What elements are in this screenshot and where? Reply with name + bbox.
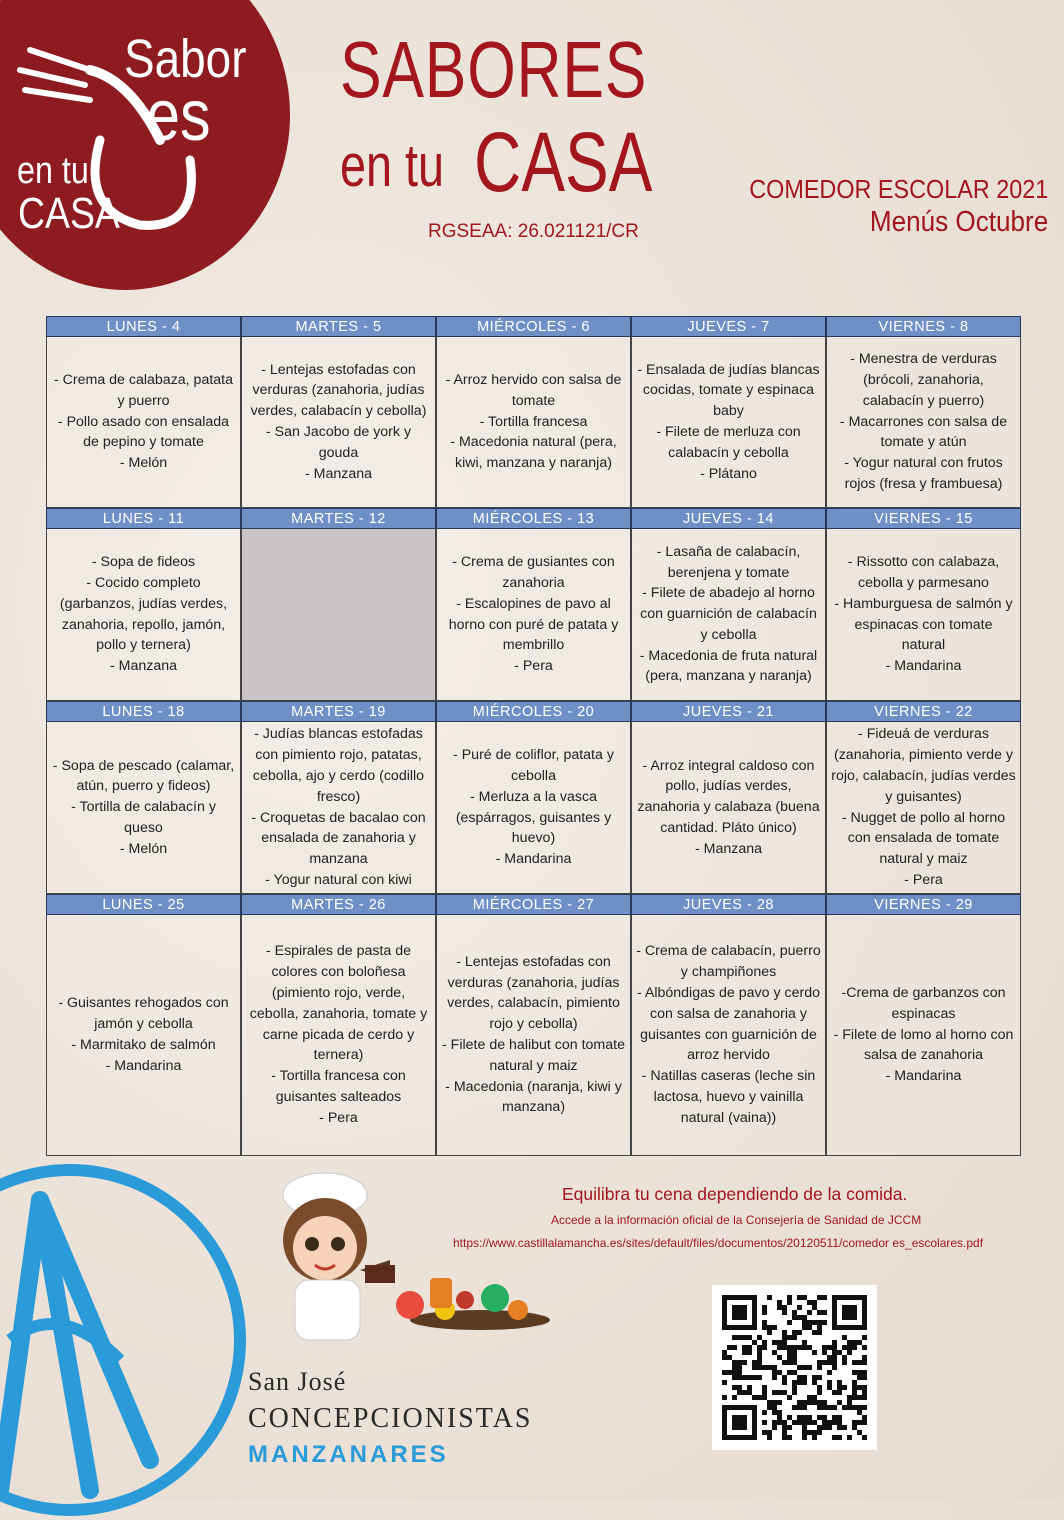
day-header: MIÉRCOLES - 27 xyxy=(436,894,631,915)
menu-text: - Puré de coliflor, patata y cebolla - Merluza a la vasca (espárragos, guisantes y huevo) - Mandarina xyxy=(453,747,614,868)
menu-cell xyxy=(46,337,241,508)
page-title-line2-b: CASA xyxy=(474,115,653,209)
menu-text: - Ensalada de judías blancas cocidas, tomate y espinaca baby - Filete de merluza con calabacín y cebolla - Plátano xyxy=(637,361,820,482)
menu-cell xyxy=(631,915,826,1156)
menu-cell xyxy=(631,337,826,508)
comedor-heading: COMEDOR ESCOLAR 2021 xyxy=(748,174,1048,204)
logo-es-text: es xyxy=(146,76,211,156)
week-row xyxy=(46,508,1020,701)
menu-text: - Sopa de fideos - Cocido completo (garbanzos, judías verdes, zanahoria, repollo, jamón, pollo y ternera) - Manzana xyxy=(59,554,228,675)
menu-cell xyxy=(241,722,436,894)
day-header: JUEVES - 28 xyxy=(631,894,826,915)
menu-cell xyxy=(436,722,631,894)
qr-code-icon[interactable] xyxy=(712,1285,877,1450)
logo-en-tu-text: en tu xyxy=(17,150,89,192)
week-row xyxy=(46,894,1020,1156)
menu-text: -Crema de garbanzos con espinacas - Filete de lomo al horno con salsa de zanahoria - Mandarina xyxy=(833,985,1014,1085)
registration-number: RGSEAA: 26.021121/CR xyxy=(428,221,639,242)
menu-cell xyxy=(46,529,241,701)
menu-text: - Guisantes rehogados con jamón y cebolla - Marmitako de salmón - Mandarina xyxy=(58,995,229,1074)
menu-calendar xyxy=(46,316,1020,1156)
day-header: JUEVES - 21 xyxy=(631,701,826,722)
menu-cell xyxy=(826,722,1021,894)
menu-text: - Crema de gusiantes con zanahoria - Escalopines de pavo al horno con puré de patata y membrillo - Pera xyxy=(448,554,619,675)
day-header: VIERNES - 15 xyxy=(826,508,1021,529)
week-row xyxy=(46,701,1020,894)
day-header: MIÉRCOLES - 20 xyxy=(436,701,631,722)
school-emblem-icon xyxy=(0,1160,250,1520)
school-name-line3: MANZANARES xyxy=(248,1441,449,1468)
day-header: VIERNES - 29 xyxy=(826,894,1021,915)
menu-cell xyxy=(826,529,1021,701)
logo-casa-text: CASA xyxy=(18,189,120,238)
advice-subtext: Accede a la información oficial de la Consejería de Sanidad de JCCM xyxy=(551,1213,922,1227)
day-header: JUEVES - 7 xyxy=(631,316,826,337)
day-header: MARTES - 26 xyxy=(241,894,436,915)
week-row xyxy=(46,316,1020,508)
menu-text: - Lentejas estofadas con verduras (zanahoria, judías verdes, calabacín y cebolla) - San Jacobo de york y gouda - Manzana xyxy=(250,361,427,482)
logo-sabor-text: Sabor xyxy=(124,29,247,89)
menu-cell xyxy=(826,337,1021,508)
day-header: LUNES - 18 xyxy=(46,701,241,722)
menus-subheading: Menús Octubre xyxy=(869,206,1048,238)
advice-link[interactable]: https://www.castillalamancha.es/sites/default/files/documentos/20120511/comedor es_escolares.pdf xyxy=(453,1236,984,1250)
advice-heading: Equilibra tu cena dependiendo de la comida. xyxy=(562,1184,908,1204)
menu-text: - Crema de calabaza, patata y puerro - Pollo asado con ensalada de pepino y tomate - Melón xyxy=(53,372,234,472)
menu-cell xyxy=(631,722,826,894)
menu-cell xyxy=(241,337,436,508)
menu-cell xyxy=(436,529,631,701)
menu-text: - Menestra de verduras (brócoli, zanahoria, calabacín y puerro) - Macarrones con salsa de tomate y atún - Yogur natural con frutos rojos (fresa y frambuesa) xyxy=(839,351,1008,492)
menu-text: - Judías blancas estofadas con pimiento rojo, patatas, cebolla, ajo y cerdo (codillo fresco) - Croquetas de bacalao con ensalada de zanahoria y manzana - Yogur natural con kiwi xyxy=(251,726,426,888)
menu-cell xyxy=(46,915,241,1156)
menu-cell xyxy=(826,915,1021,1156)
day-header: MIÉRCOLES - 13 xyxy=(436,508,631,529)
brand-logo xyxy=(0,0,290,290)
holiday-cell xyxy=(241,529,436,701)
menu-text: - Arroz integral caldoso con pollo, judías verdes, zanahoria y calabaza (buena cantidad. Pláto único) - Manzana xyxy=(637,757,820,857)
day-header: LUNES - 4 xyxy=(46,316,241,337)
chef-illustration-icon xyxy=(250,1170,550,1355)
day-header: MARTES - 19 xyxy=(241,701,436,722)
menu-text: - Crema de calabacín, puerro y champiñones - Albóndigas de pavo y cerdo con salsa de zanahoria y guisantes con guarnición de arroz hervido - Natillas caseras (leche sin lactosa, huevo y vainilla natural (vaina)) xyxy=(636,943,821,1126)
page-title-line1: SABORES xyxy=(340,25,648,114)
day-header: LUNES - 25 xyxy=(46,894,241,915)
day-header: MIÉRCOLES - 6 xyxy=(436,316,631,337)
menu-text: - Lasaña de calabacín, berenjena y tomate - Filete de abadejo al horno con guarnición de calabacín y cebolla - Macedonia de fruta natural (pera, manzana y naranja) xyxy=(639,543,818,685)
menu-cell xyxy=(46,722,241,894)
page-title-line2-a: en tu xyxy=(340,132,445,199)
day-header: MARTES - 12 xyxy=(241,508,436,529)
menu-text: - Fideuá de verduras (zanahoria, pimiento verde y rojo, calabacín, judías verdes y guisantes) - Nugget de pollo al horno con ensalada de tomate natural y maiz - Pera xyxy=(831,726,1016,888)
day-header: MARTES - 5 xyxy=(241,316,436,337)
menu-text: - Lentejas estofadas con verduras (zanahoria, judías verdes, calabacín, pimiento rojo y cebolla) - Filete de halibut con tomate natural y maiz - Macedonia (naranja, kiwi y manzana) xyxy=(442,953,625,1116)
day-header: LUNES - 11 xyxy=(46,508,241,529)
menu-cell xyxy=(241,915,436,1156)
day-header: JUEVES - 14 xyxy=(631,508,826,529)
menu-text: - Arroz hervido con salsa de tomate - Tortilla francesa - Macedonia natural (pera, kiwi, manzana y naranja) xyxy=(445,372,622,472)
menu-cell xyxy=(631,529,826,701)
menu-cell xyxy=(436,337,631,508)
menu-text: - Espirales de pasta de colores con boloñesa (pimiento rojo, verde, cebolla, zanahoria, tomate y carne picada de cerdo y ternera) - Tortilla francesa con guisantes salteados - Pera xyxy=(249,943,428,1126)
day-header: VIERNES - 8 xyxy=(826,316,1021,337)
menu-text: - Rissotto con calabaza, cebolla y parmesano - Hamburguesa de salmón y espinacas con tomate natural - Mandarina xyxy=(834,554,1013,675)
menu-cell xyxy=(436,915,631,1156)
day-header: VIERNES - 22 xyxy=(826,701,1021,722)
menu-text: - Sopa de pescado (calamar, atún, puerro y fideos) - Tortilla de calabacín y queso - Melón xyxy=(52,757,235,857)
school-name-line1: San José xyxy=(248,1367,347,1396)
school-name-line2: CONCEPCIONISTAS xyxy=(248,1403,533,1434)
